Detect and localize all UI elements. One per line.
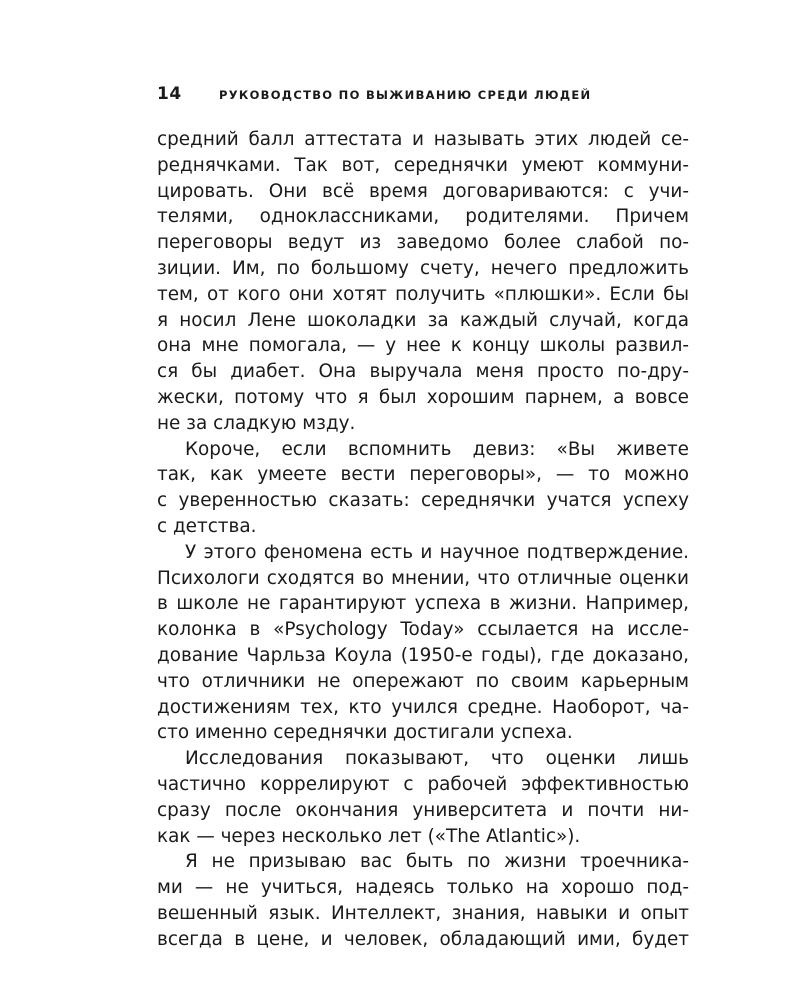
text-line: с детства.	[157, 515, 257, 537]
text-line: достижениям тех, кто учился средне. Наоборот, ча-	[157, 696, 689, 718]
text-line: вешенный язык. Интеллект, знания, навыки и опыт	[157, 902, 689, 924]
text-line: она мне помогала, — у нее к концу школы развил-	[157, 335, 689, 357]
text-line: всегда в цене, и человек, обладающий ими, будет	[157, 928, 689, 950]
text-line: сто именно середнячки достигали успеха.	[157, 722, 573, 744]
text-line: дование Чарльза Коула (1950-е годы), где доказано,	[157, 644, 689, 666]
page-number: 14	[157, 84, 182, 104]
text-line: в школе не гарантируют успеха в жизни. Например,	[157, 593, 689, 615]
text-line: сразу после окончания университета и почти ни-	[157, 799, 689, 821]
text-line: Короче, если вспомнить девиз: «Вы живете	[185, 438, 689, 460]
text-line: У этого феномена есть и научное подтверждение.	[185, 541, 689, 563]
text-line: средний балл аттестата и называть этих людей се-	[157, 129, 689, 150]
text-line: телями, одноклассниками, родителями. Причем	[157, 206, 689, 228]
paragraph	[157, 437, 689, 540]
paragraph	[157, 540, 689, 746]
book-title: РУКОВОДСТВО ПО ВЫЖИВАНИЮ СРЕДИ ЛЮДЕЙ	[219, 88, 592, 102]
body-text	[157, 127, 689, 953]
text-line: реднячками. Так вот, середнячки умеют коммуни-	[157, 154, 689, 176]
text-line: переговоры ведут из заведомо более слабой по-	[157, 232, 689, 254]
text-line: жески, потому что я был хорошим парнем, а вовсе	[157, 386, 689, 408]
text-line: что отличники не опережают по своим карьерным	[157, 670, 689, 692]
text-line: не за сладкую мзду.	[157, 412, 356, 434]
text-line: я носил Лене шоколадки за каждый случай, когда	[157, 309, 689, 331]
text-line: ми — не учиться, надеясь только на хорошо под-	[157, 877, 689, 899]
text-line: зиции. Им, по большому счету, нечего предложить	[157, 257, 689, 279]
text-line: цировать. Они всё время договариваются: с учи-	[157, 180, 689, 202]
text-line: с уверенностью сказать: середнячки учатся успеху	[157, 490, 689, 512]
paragraph	[157, 849, 689, 952]
text-line: тем, от кого они хотят получить «плюшки». Если бы	[157, 283, 689, 305]
text-line: так, как умеете вести переговоры», — то можно	[157, 464, 689, 486]
paragraph	[157, 127, 689, 437]
paragraph	[157, 746, 689, 849]
text-line: колонка в «Psychology Today» ссылается на иссле-	[157, 619, 689, 641]
running-head	[157, 84, 591, 104]
text-line: частично коррелируют с рабочей эффективностью	[157, 773, 689, 795]
text-line: ся бы диабет. Она выручала меня просто по-дру-	[157, 361, 689, 383]
text-line: как — через несколько лет («The Atlantic»).	[157, 825, 581, 847]
text-line: Исследования показывают, что оценки лишь	[185, 748, 689, 770]
text-line: Я не призываю вас быть по жизни троечника-	[185, 851, 689, 873]
text-line: Психологи сходятся во мнении, что отличные оценки	[157, 567, 689, 589]
